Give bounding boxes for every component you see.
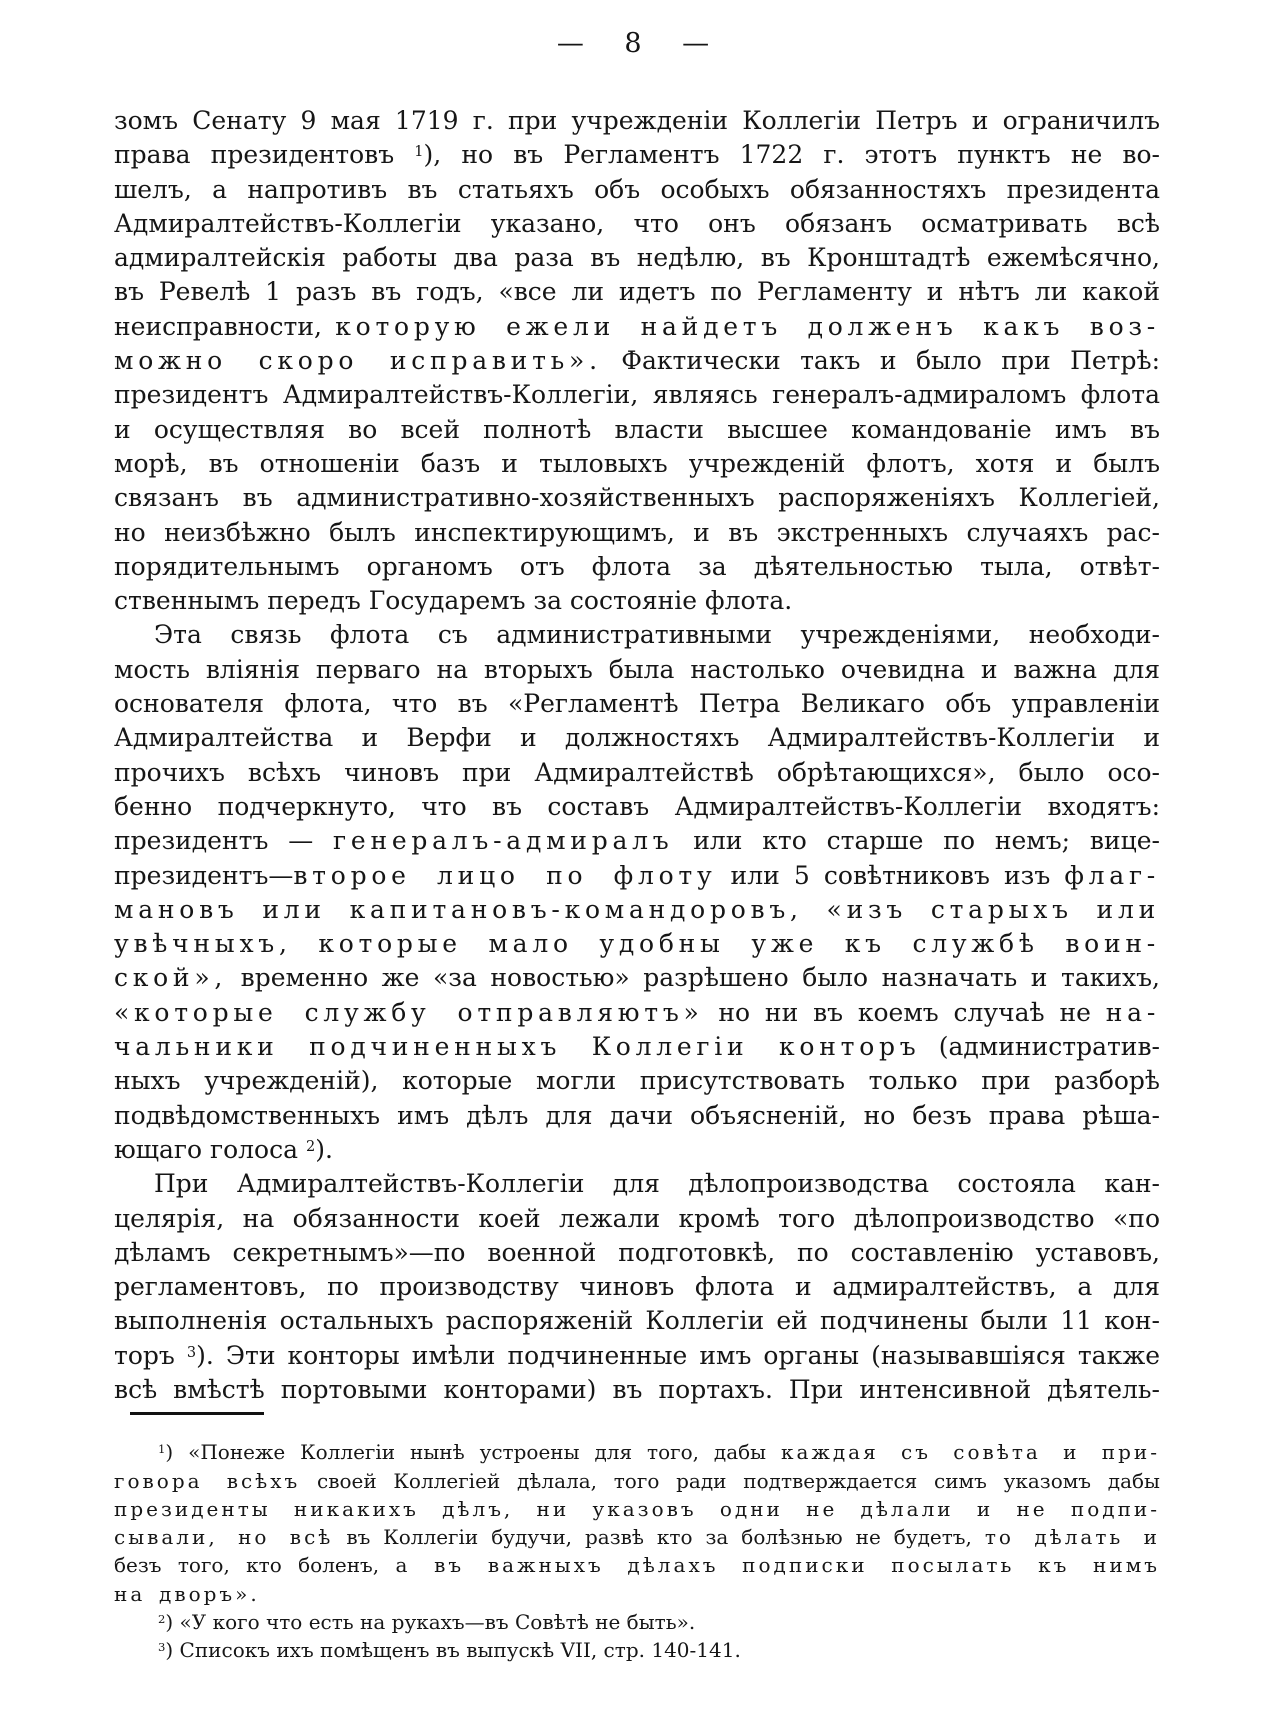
- text-line: но неизбѣжно былъ инспектирующимъ, и въ экстренныхъ случаяхъ рас-: [114, 517, 1160, 547]
- text-line: президентъ—второе лицо по флоту или 5 совѣтниковъ изъ флаг-: [114, 860, 1160, 890]
- page-number: — 8 —: [556, 28, 711, 59]
- text-line: ственнымъ передъ Государемъ за состояніе флота.: [114, 586, 793, 616]
- text-line: При Адмиралтействъ-Коллегіи для дѣлопроизводства состояла кан-: [154, 1169, 1160, 1199]
- text-block: [114, 104, 1160, 1665]
- footnote-line: говора всѣхъ своей Коллегіей дѣлала, того ради подтверждается симъ указомъ дабы: [114, 1468, 1160, 1493]
- text-line: целярія, на обязанности коей лежали кромѣ того дѣлопроизводство «по: [114, 1203, 1160, 1233]
- footnote-line: сывали, но всѣ въ Коллегіи будучи, развѣ кто за болѣзнью не будетъ, то дѣлать и: [114, 1525, 1160, 1550]
- text-line: бенно подчеркнуто, что въ составъ Адмиралтействъ-Коллегіи входятъ:: [114, 791, 1160, 821]
- footnote-line: президенты никакихъ дѣлъ, ни указовъ одни не дѣлали и не подпи-: [114, 1496, 1160, 1521]
- text-line: регламентовъ, по производству чиновъ флота и адмиралтействъ, а для: [114, 1272, 1160, 1302]
- text-line: связанъ въ административно-хозяйственныхъ распоряженіяхъ Коллегіей,: [114, 483, 1160, 513]
- text-line: въ Ревелѣ 1 разъ въ годъ, «все ли идетъ по Регламенту и нѣтъ ли какой: [114, 277, 1160, 307]
- text-line: чальники подчиненныхъ Коллегіи конторъ (административ-: [114, 1032, 1160, 1062]
- text-line: морѣ, въ отношеніи базъ и тыловыхъ учрежденій флотъ, хотя и былъ: [114, 448, 1160, 478]
- text-line: всѣ вмѣстѣ портовыми конторами) въ портахъ. При интенсивной дѣятель-: [114, 1374, 1160, 1404]
- text-line: торъ $^3$). Эти конторы имѣли подчиненные имъ органы (называвшіяся также: [114, 1340, 1160, 1370]
- text-line: Эта связь флота съ административными учрежденіями, необходи-: [154, 620, 1160, 650]
- text-line: президентъ — генералъ-адмиралъ или кто старше по немъ; вице-: [114, 826, 1160, 856]
- text-line: выполненія остальныхъ распоряженій Коллегіи ей подчинены были 11 кон-: [114, 1306, 1160, 1336]
- footnote-separator: [130, 1412, 264, 1415]
- paragraph: [114, 1167, 1160, 1407]
- text-line: президентъ Адмиралтействъ-Коллегіи, являясь генералъ-адмираломъ флота: [114, 380, 1160, 410]
- footnote-marker: 3: [158, 1640, 166, 1655]
- text-line: Адмиралтействъ-Коллегіи указано, что онъ обязанъ осматривать всѣ: [114, 208, 1160, 238]
- paragraph: [114, 104, 1160, 618]
- footnote-marker: 2: [305, 1138, 316, 1155]
- text-line: неисправности, которую ежели найдетъ долженъ какъ воз-: [114, 311, 1160, 341]
- text-line: ныхъ учрежденій), которые могли присутствовать только при разборѣ: [114, 1066, 1160, 1096]
- footnote-line: $^1$) «Понеже Коллегіи нынѣ устроены для того, дабы каждая съ совѣта и при-: [158, 1440, 1160, 1465]
- paragraph: [114, 618, 1160, 1167]
- footnote-line: $^3$) Списокъ ихъ помѣщенъ въ выпускѣ VII, стр. 140-141.: [158, 1638, 741, 1663]
- text-line: прочихъ всѣхъ чиновъ при Адмиралтействѣ обрѣтающихся», было осо-: [114, 757, 1160, 787]
- text-line: и осуществляя во всей полнотѣ власти высшее командованіе имъ въ: [114, 414, 1160, 444]
- text-line: ской», временно же «за новостью» разрѣшено было назначать и такихъ,: [114, 963, 1160, 993]
- footnote-marker: 1: [158, 1442, 166, 1457]
- footnote-line: на дворъ».: [114, 1581, 260, 1606]
- footnote-marker: 1: [414, 144, 424, 161]
- text-line: подвѣдомственныхъ имъ дѣлъ для дачи объясненій, но безъ права рѣша-: [114, 1100, 1160, 1130]
- text-line: увѣчныхъ, которые мало удобны уже къ службѣ воин-: [114, 929, 1160, 959]
- footnote-line: $^2$) «У кого что есть на рукахъ—въ Совѣтѣ не быть».: [158, 1610, 696, 1635]
- text-line: права президентовъ $^1$), но въ Регламентъ 1722 г. этотъ пунктъ не во-: [114, 140, 1160, 170]
- text-line: можно скоро исправить». Фактически такъ и было при Петрѣ:: [114, 346, 1160, 376]
- text-line: основателя флота, что въ «Регламентѣ Петра Великаго объ управленіи: [114, 689, 1160, 719]
- footnote-marker: 3: [186, 1344, 197, 1361]
- text-line: адмиралтейскія работы два раза въ недѣлю, въ Кронштадтѣ ежемѣсячно,: [114, 243, 1160, 273]
- text-line: «которые службу отправляютъ» но ни въ коемъ случаѣ не на-: [114, 997, 1161, 1027]
- text-line: порядительнымъ органомъ отъ флота за дѣятельностью тыла, отвѣт-: [114, 551, 1160, 581]
- footnotes: [114, 1438, 1160, 1664]
- text-line: мановъ или капитановъ-командоровъ, «изъ старыхъ или: [114, 894, 1160, 924]
- text-line: мость вліянія перваго на вторыхъ была настолько очевидна и важна для: [114, 654, 1160, 684]
- footnote-marker: 2: [158, 1612, 166, 1627]
- text-line: дѣламъ секретнымъ»—по военной подготовкѣ, по составленію уставовъ,: [114, 1237, 1160, 1267]
- text-line: ющаго голоса $^2$).: [114, 1134, 333, 1164]
- text-line: зомъ Сенату 9 мая 1719 г. при учрежденіи Коллегіи Петръ и ограничилъ: [114, 106, 1160, 135]
- footnote-line: безъ того, кто боленъ, а въ важныхъ дѣлахъ подписки посылать къ нимъ: [114, 1553, 1161, 1578]
- body-text: [114, 104, 1160, 1407]
- text-line: шелъ, а напротивъ въ статьяхъ объ особыхъ обязанностяхъ президента: [114, 174, 1160, 204]
- text-line: Адмиралтейства и Верфи и должностяхъ Адмиралтействъ-Коллегіи и: [114, 723, 1160, 753]
